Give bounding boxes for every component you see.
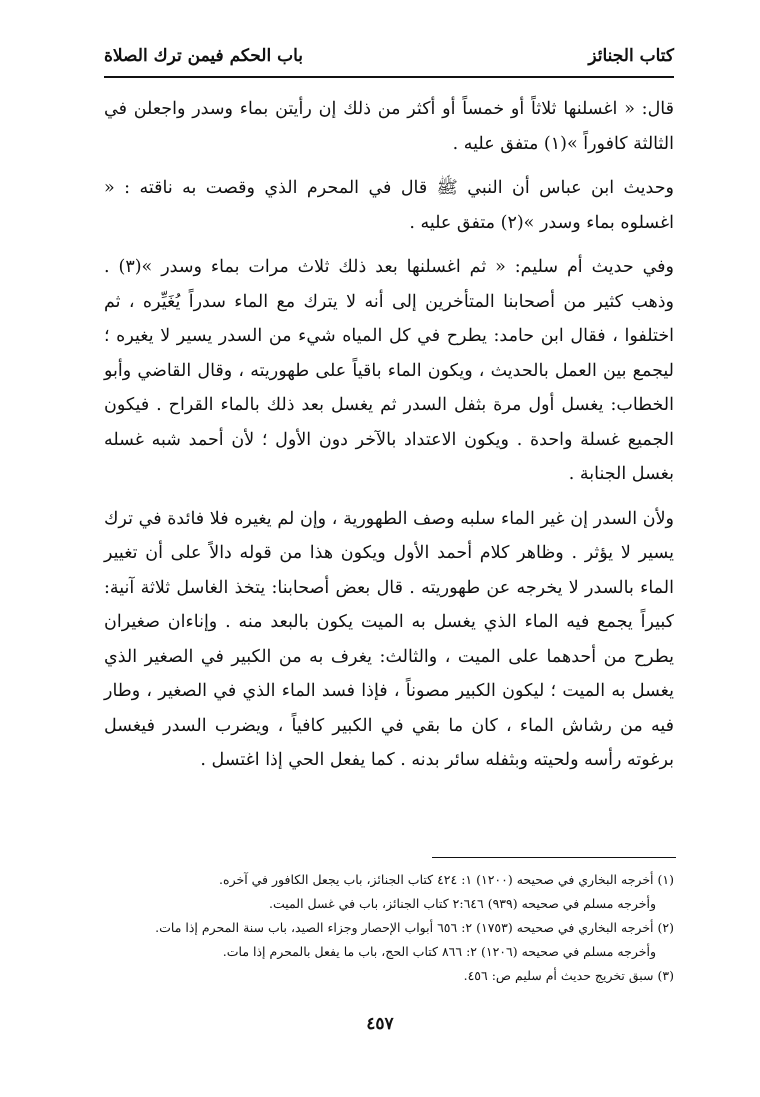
paragraph: ولأن السدر إن غير الماء سلبه وصف الطهورية ، وإن لم يغيره فلا فائدة في ترك يسير لا يؤثر . وظاهر كلام أحمد الأول ويكون هذا من قوله دالاً على أن تغيير الماء بالسدر لا يخرجه عن طهوريته . قال بعض أصحابنا: يتخذ الغاسل ثلاثة آنية: كبيراً يجمع فيه الماء الذي يغسل به الميت يكون بالبعد منه . وإناءان صغيران يطرح من أحدهما على الميت ، والثالث: يغرف به من الكبير في الصغير الذي يغسل به الميت ؛ ليكون الكبير مصوناً ، فإذا فسد الماء الذي في الصغير ، وطار فيه من رشاش الماء ، كان ما بقي في الكبير كافياً ، ويضرب السدر فيغسل برغوته رأسه ولحيته وبثفله سائر بدنه . كما يفعل الحي إذا اغتسل . xyxy=(104,508,674,770)
footnote-divider xyxy=(432,857,676,858)
chapter-title: باب الحكم فيمن ترك الصلاة xyxy=(104,46,304,66)
paragraph: وحديث ابن عباس أن النبي ﷺ قال في المحرم الذي وقصت به ناقته : « اغسلوه بماء وسدر »(٢) متفق عليه . xyxy=(104,178,674,233)
footnote-continuation: وأخرجه مسلم في صحيحه (٩٣٩) ٢:٦٤٦ كتاب الجنائز، باب في غسل الميت. xyxy=(269,896,656,911)
running-header xyxy=(104,40,674,72)
book-title: كتاب الجنائز xyxy=(588,46,674,66)
footnote: (٢) أخرجه البخاري في صحيحه (١٧٥٣) ٢: ٦٥٦ أبواب الإحصار وجزاء الصيد، باب سنة المحرم إذا مات. xyxy=(155,920,674,935)
footnote: (٣) سبق تخريج حديث أم سليم ص: ٤٥٦. xyxy=(463,968,674,983)
footnote: (١) أخرجه البخاري في صحيحه (١٢٠٠) ١: ٤٢٤ كتاب الجنائز، باب يجعل الكافور في آخره. xyxy=(219,872,674,887)
main-text xyxy=(104,92,674,778)
footnotes xyxy=(104,868,674,988)
page-number: ٤٥٧ xyxy=(366,1014,394,1034)
header-divider xyxy=(104,76,674,78)
paragraph: قال: « اغسلنها ثلاثاً أو خمساً أو أكثر من ذلك إن رأيتن بماء وسدر واجعلن في الثالثة كافوراً »(١) متفق عليه . xyxy=(104,99,674,154)
paragraph: وفي حديث أم سليم: « ثم اغسلنها بعد ذلك ثلاث مرات بماء وسدر »(٣) . وذهب كثير من أصحابنا المتأخرين إلى أنه لا يترك مع الماء سدراً يُغَيِّره ، ثم اختلفوا ، فقال ابن حامد: يطرح في كل المياه شيء من السدر يسير لا يغيره ؛ ليجمع بين العمل بالحديث ، ويكون الماء باقياً على طهوريته ، وقال القاضي وأبو الخطاب: يغسل أول مرة بثفل السدر ثم يغسل بعد ذلك بالماء القراح . فيكون الجميع غسلة واحدة . ويكون الاعتداد بالآخر دون الأول ؛ لأن أحمد شبه غسله بغسل الجنابة . xyxy=(104,257,675,484)
footnote-continuation: وأخرجه مسلم في صحيحه (١٢٠٦) ٢: ٨٦٦ كتاب الحج، باب ما يفعل بالمحرم إذا مات. xyxy=(222,944,656,959)
